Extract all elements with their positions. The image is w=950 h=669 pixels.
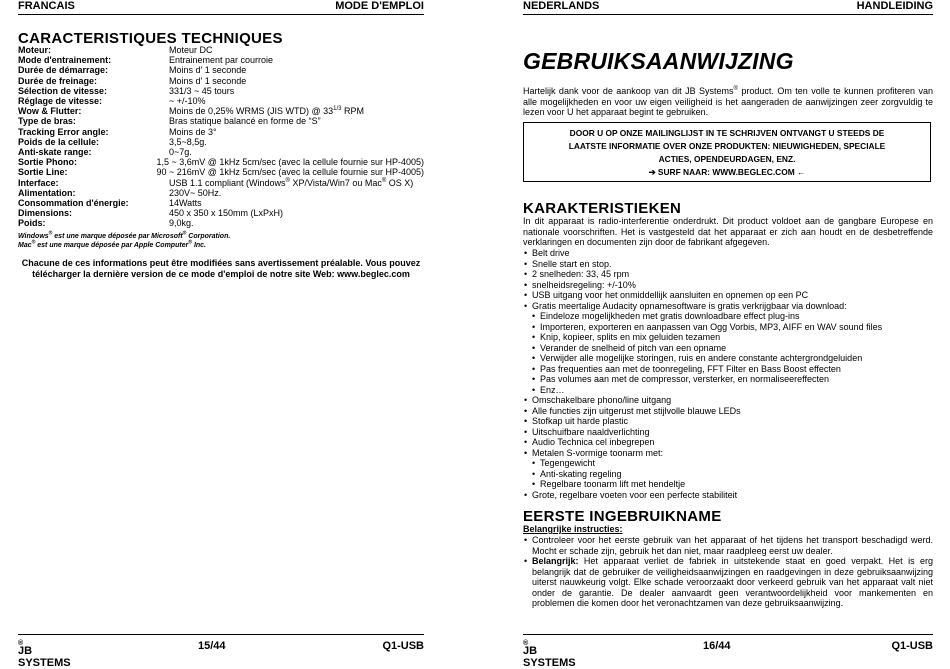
bullet-icon: •: [524, 489, 528, 500]
bullet-icon: •: [532, 342, 536, 353]
spec-value: Moins d' 1 seconde: [169, 75, 247, 86]
instruction-item: • Controleer voor het eerste gebruik van het apparaat of het tijdens het transport beschadigd werd. Mocht er schade zijn, gebruik het dan niet, maar raadpleeg eerst uw dealer.: [524, 535, 933, 556]
bullet-icon: •: [532, 458, 536, 468]
bullet-icon: •: [532, 479, 536, 489]
feature-list: [523, 248, 933, 500]
page-number: 15/44: [198, 640, 226, 652]
spec-label: Interface:: [18, 177, 59, 188]
spec-row: [18, 65, 424, 75]
feature-sub-item: • Pas volumes aan met de compressor, versterker, en normaliseereffecten: [532, 374, 829, 384]
feature-sub-item: • Enz…: [532, 384, 565, 395]
spec-label: Mode d'entrainement:: [18, 55, 112, 66]
bullet-icon: •: [532, 468, 536, 479]
spec-row: [18, 137, 424, 147]
feature-item: • snelheidsregeling: +/-10%: [524, 279, 636, 290]
bullet-icon: •: [524, 248, 528, 258]
bullet-icon: •: [532, 384, 536, 395]
feature-sub-item: • Tegengewicht: [532, 458, 596, 468]
trademark-mac: Mac® est une marque déposée par Apple Computer® Inc.: [18, 239, 207, 249]
spec-value: 9,0kg.: [169, 218, 194, 229]
feature-item: • Alle functies zijn uitgerust met stijlvolle blauwe LEDs: [524, 405, 741, 416]
bullet-icon: •: [524, 426, 528, 437]
page-footer: [523, 634, 933, 669]
spec-value: Moins d' 1 seconde: [169, 65, 247, 76]
spec-value: Moins de 0,25% WRMS (JIS WTD) @ $33^{1/3}$ RPM: [169, 106, 365, 117]
feature-item: • 2 snelheden: 33, 45 rpm: [524, 269, 630, 279]
spec-label: Poids:: [18, 218, 46, 229]
feature-item: • Stofkap uit harde plastic: [524, 416, 629, 426]
header-manual-type: MODE D'EMPLOI: [335, 0, 424, 12]
spec-row: [18, 218, 424, 228]
feature-item: • USB uitgang voor het onmiddellijk aansluiten en opnemen op een PC: [524, 290, 809, 300]
intro-paragraph: Hartelijk dank voor de aankoop van dit JB Systems® product. Om ten volle te kunnen profiteren van alle mogelijkheden en voor uw eigen veiligheid is het aangeraden de aanwijzingen zeer zorgvuldig te lezen voor U het apparaat begint te gebruiken.: [523, 86, 934, 117]
bullet-icon: •: [524, 535, 528, 545]
bullet-icon: •: [524, 258, 528, 269]
spec-row: [18, 96, 424, 106]
page-header: [523, 0, 933, 15]
spec-label: Poids de la cellule:: [18, 136, 100, 147]
header-language: FRANCAIS: [18, 0, 75, 12]
bullet-icon: •: [524, 300, 528, 311]
right-page: [523, 0, 934, 669]
spec-value: 14Watts: [169, 198, 202, 209]
left-page: [18, 0, 424, 669]
spec-value: 3,5~8,5g.: [169, 136, 207, 147]
document-title: GEBRUIKSAANWIJZING: [523, 48, 794, 74]
feature-item: • Audio Technica cel inbegrepen: [524, 437, 655, 447]
spec-table: [18, 45, 424, 229]
instruction-item: • Belangrijk: Het apparaat verliet de fabriek in uitstekende staat en goed verpakt. Het is erg belangrijk dat de gebruiker de veiligheidsaanwijzingen en raadgevingen in deze gebruiksaanwijzing uiterst nauwkeurig volgt. Elke schade veroorzaakt door verkeerd gebruik van het apparaat valt niet onder de garantie. De dealer aanvaardt geen verantwoordelijkheid voor mankementen en problemen die komen door het veronachtzamen van deze gebruiksaanwijzing.: [524, 556, 933, 608]
bullet-icon: •: [532, 353, 536, 363]
spec-row: [18, 167, 424, 177]
spec-value: Bras statique balancé en forme de “S”: [169, 116, 321, 127]
spec-value: 0~7g.: [169, 147, 192, 158]
spec-label: Durée de démarrage:: [18, 65, 109, 76]
spec-row: [18, 55, 424, 65]
page-footer: [18, 634, 424, 669]
spec-label: Wow & Flutter:: [18, 106, 82, 117]
characteristics-intro: In dit apparaat is radio-interferentie onderdrukt. Dit product voldoet aan de gangbare Europese en nationale voorschriften. Het is vastgesteld dat het apparaat er zich aan houdt en de desbetreffende verklaringen en documenten zijn door de fabrikant afgegeven.: [523, 216, 933, 247]
spec-value: Moins de 3°: [169, 126, 217, 137]
footer-brand: JB SYSTEMS ®: [523, 640, 576, 669]
feature-sub-item: • Importeren, exporteren en aanpassen van Ogg Vorbis, MP3, AIFF en WAV sound files: [532, 321, 883, 332]
spec-row: [18, 198, 424, 208]
spec-label: Moteur:: [18, 45, 51, 55]
mailing-list-box: [523, 122, 931, 182]
feature-item: • Metalen S-vormige toonarm met:: [524, 447, 664, 458]
bullet-icon: •: [524, 405, 528, 416]
spec-label: Consommation d'énergie:: [18, 198, 129, 209]
feature-sub-item: • Anti-skating regeling: [532, 468, 622, 479]
spec-label: Réglage de vitesse:: [18, 96, 103, 107]
feature-sub-item: • Verwijder alle mogelijke storingen, ruis en andere constante achtergrondgeluiden: [532, 353, 863, 363]
trademark-notes: [18, 232, 230, 250]
spec-row: [18, 45, 424, 55]
spec-value: 450 x 350 x 150mm (LxPxH): [169, 208, 284, 219]
feature-item: • Belt drive: [524, 248, 570, 258]
spec-label: Sortie Phono:: [18, 157, 77, 168]
bullet-icon: •: [524, 556, 528, 566]
bullet-icon: •: [532, 363, 536, 374]
spec-row: [18, 147, 424, 157]
bullet-icon: •: [524, 290, 528, 300]
spec-label: Sortie Line:: [18, 167, 68, 178]
instructions-heading: Belangrijke instructies:: [523, 524, 623, 534]
change-notice: [18, 258, 424, 280]
bullet-icon: •: [532, 321, 536, 332]
spec-row: [18, 116, 424, 126]
spec-label: Type de bras:: [18, 116, 76, 127]
spec-value: 90 ~ 216mV @ 1kHz 5cm/sec (avec la cellule fournie sur HP-4005): [156, 167, 424, 178]
trademark-windows: Windows® est une marque déposée par Microsoft® Corporation.: [18, 230, 231, 240]
feature-sub-item: • Regelbare toonarm lift met hendeltje: [532, 479, 686, 489]
feature-sub-item: • Knip, kopieer, splits en mix geluiden tezamen: [532, 332, 721, 342]
mailbox-line: LAATSTE INFORMATIE OVER ONZE PRODUKTEN: NIEUWIGHEDEN, SPECIALE: [568, 141, 886, 151]
feature-item: • Snelle start en stop.: [524, 258, 612, 269]
spec-row: [18, 86, 424, 96]
model-name: Q1-USB: [382, 640, 424, 652]
section-title: CARACTERISTIQUES TECHNIQUES: [18, 30, 283, 47]
bullet-icon: •: [524, 395, 528, 405]
section-title-characteristics: KARAKTERISTIEKEN: [523, 200, 682, 217]
feature-sub-item: • Pas frequenties aan met de toonregeling, FFT Filter en Bass Boost effecten: [532, 363, 841, 374]
bullet-icon: •: [524, 437, 528, 447]
model-name: Q1-USB: [891, 640, 933, 652]
mailbox-website: ➔ SURF NAAR: WWW.BEGLEC.COM ←: [648, 167, 806, 177]
spec-value: 1,5 ~ 3,6mV @ 1kHz 5cm/sec (avec la cellule fournie sur HP-4005): [156, 157, 424, 168]
page-header: [18, 0, 424, 15]
bullet-icon: •: [532, 332, 536, 342]
bullet-icon: •: [524, 416, 528, 426]
spec-value: Entrainement par courroie: [169, 55, 274, 66]
bullet-icon: •: [524, 269, 528, 279]
feature-item: • Omschakelbare phono/line uitgang: [524, 395, 672, 405]
spec-row: [18, 127, 424, 137]
spec-row: [18, 106, 424, 116]
feature-item: • Uitschuifbare naaldverlichting: [524, 426, 650, 437]
spec-value: USB 1.1 compliant (Windows® XP/Vista/Win7 ou Mac® OS X): [169, 177, 414, 188]
footer-brand: JB SYSTEMS ®: [18, 640, 71, 669]
spec-label: Durée de freinage:: [18, 75, 98, 86]
spec-value: Moteur DC: [169, 45, 213, 55]
header-manual-type: HANDLEIDING: [856, 0, 933, 12]
notice-line: télécharger la dernière version de ce mode d'emploi de notre site Web: www.beglec.com: [32, 269, 410, 279]
spec-value: 230V~ 50Hz.: [169, 187, 222, 198]
notice-line: Chacune de ces informations peut être modifiées sans avertissement préalable. Vous pouvez: [21, 258, 421, 268]
spec-row: [18, 157, 424, 167]
feature-sub-item: • Eindeloze mogelijkheden met gratis downloadbare effect plug-ins: [532, 311, 800, 321]
feature-sub-item: • Verander de snelheid of pitch van een opname: [532, 342, 727, 353]
spec-row: [18, 178, 424, 188]
spec-value: 331/3 ~ 45 tours: [169, 85, 235, 96]
section-title-first-use: EERSTE INGEBRUIKNAME: [523, 508, 722, 525]
spec-label: Alimentation:: [18, 187, 76, 198]
mailbox-line: DOOR U OP ONZE MAILINGLIJST IN TE SCHRIJVEN ONTVANGT U STEEDS DE: [569, 128, 885, 138]
bullet-icon: •: [524, 447, 528, 458]
bullet-icon: •: [532, 374, 536, 384]
spec-row: [18, 208, 424, 218]
bullet-icon: •: [524, 279, 528, 290]
mailbox-line: ACTIES, OPENDEURDAGEN, ENZ.: [658, 154, 796, 164]
spec-row: [18, 76, 424, 86]
spec-label: Anti-skate range:: [18, 147, 92, 158]
page-number: 16/44: [703, 640, 731, 652]
bullet-icon: •: [532, 311, 536, 321]
spec-label: Sélection de vitesse:: [18, 85, 108, 96]
feature-item: • Grote, regelbare voeten voor een perfecte stabiliteit: [524, 489, 738, 500]
header-language: NEDERLANDS: [523, 0, 600, 12]
feature-item: • Gratis meertalige Audacity opnamesoftware is gratis verkrijgbaar via download:: [524, 300, 847, 311]
spec-value: ~ +/-10%: [169, 96, 206, 107]
spec-label: Tracking Error angle:: [18, 126, 109, 137]
spec-label: Dimensions:: [18, 208, 73, 219]
spec-row: [18, 188, 424, 198]
